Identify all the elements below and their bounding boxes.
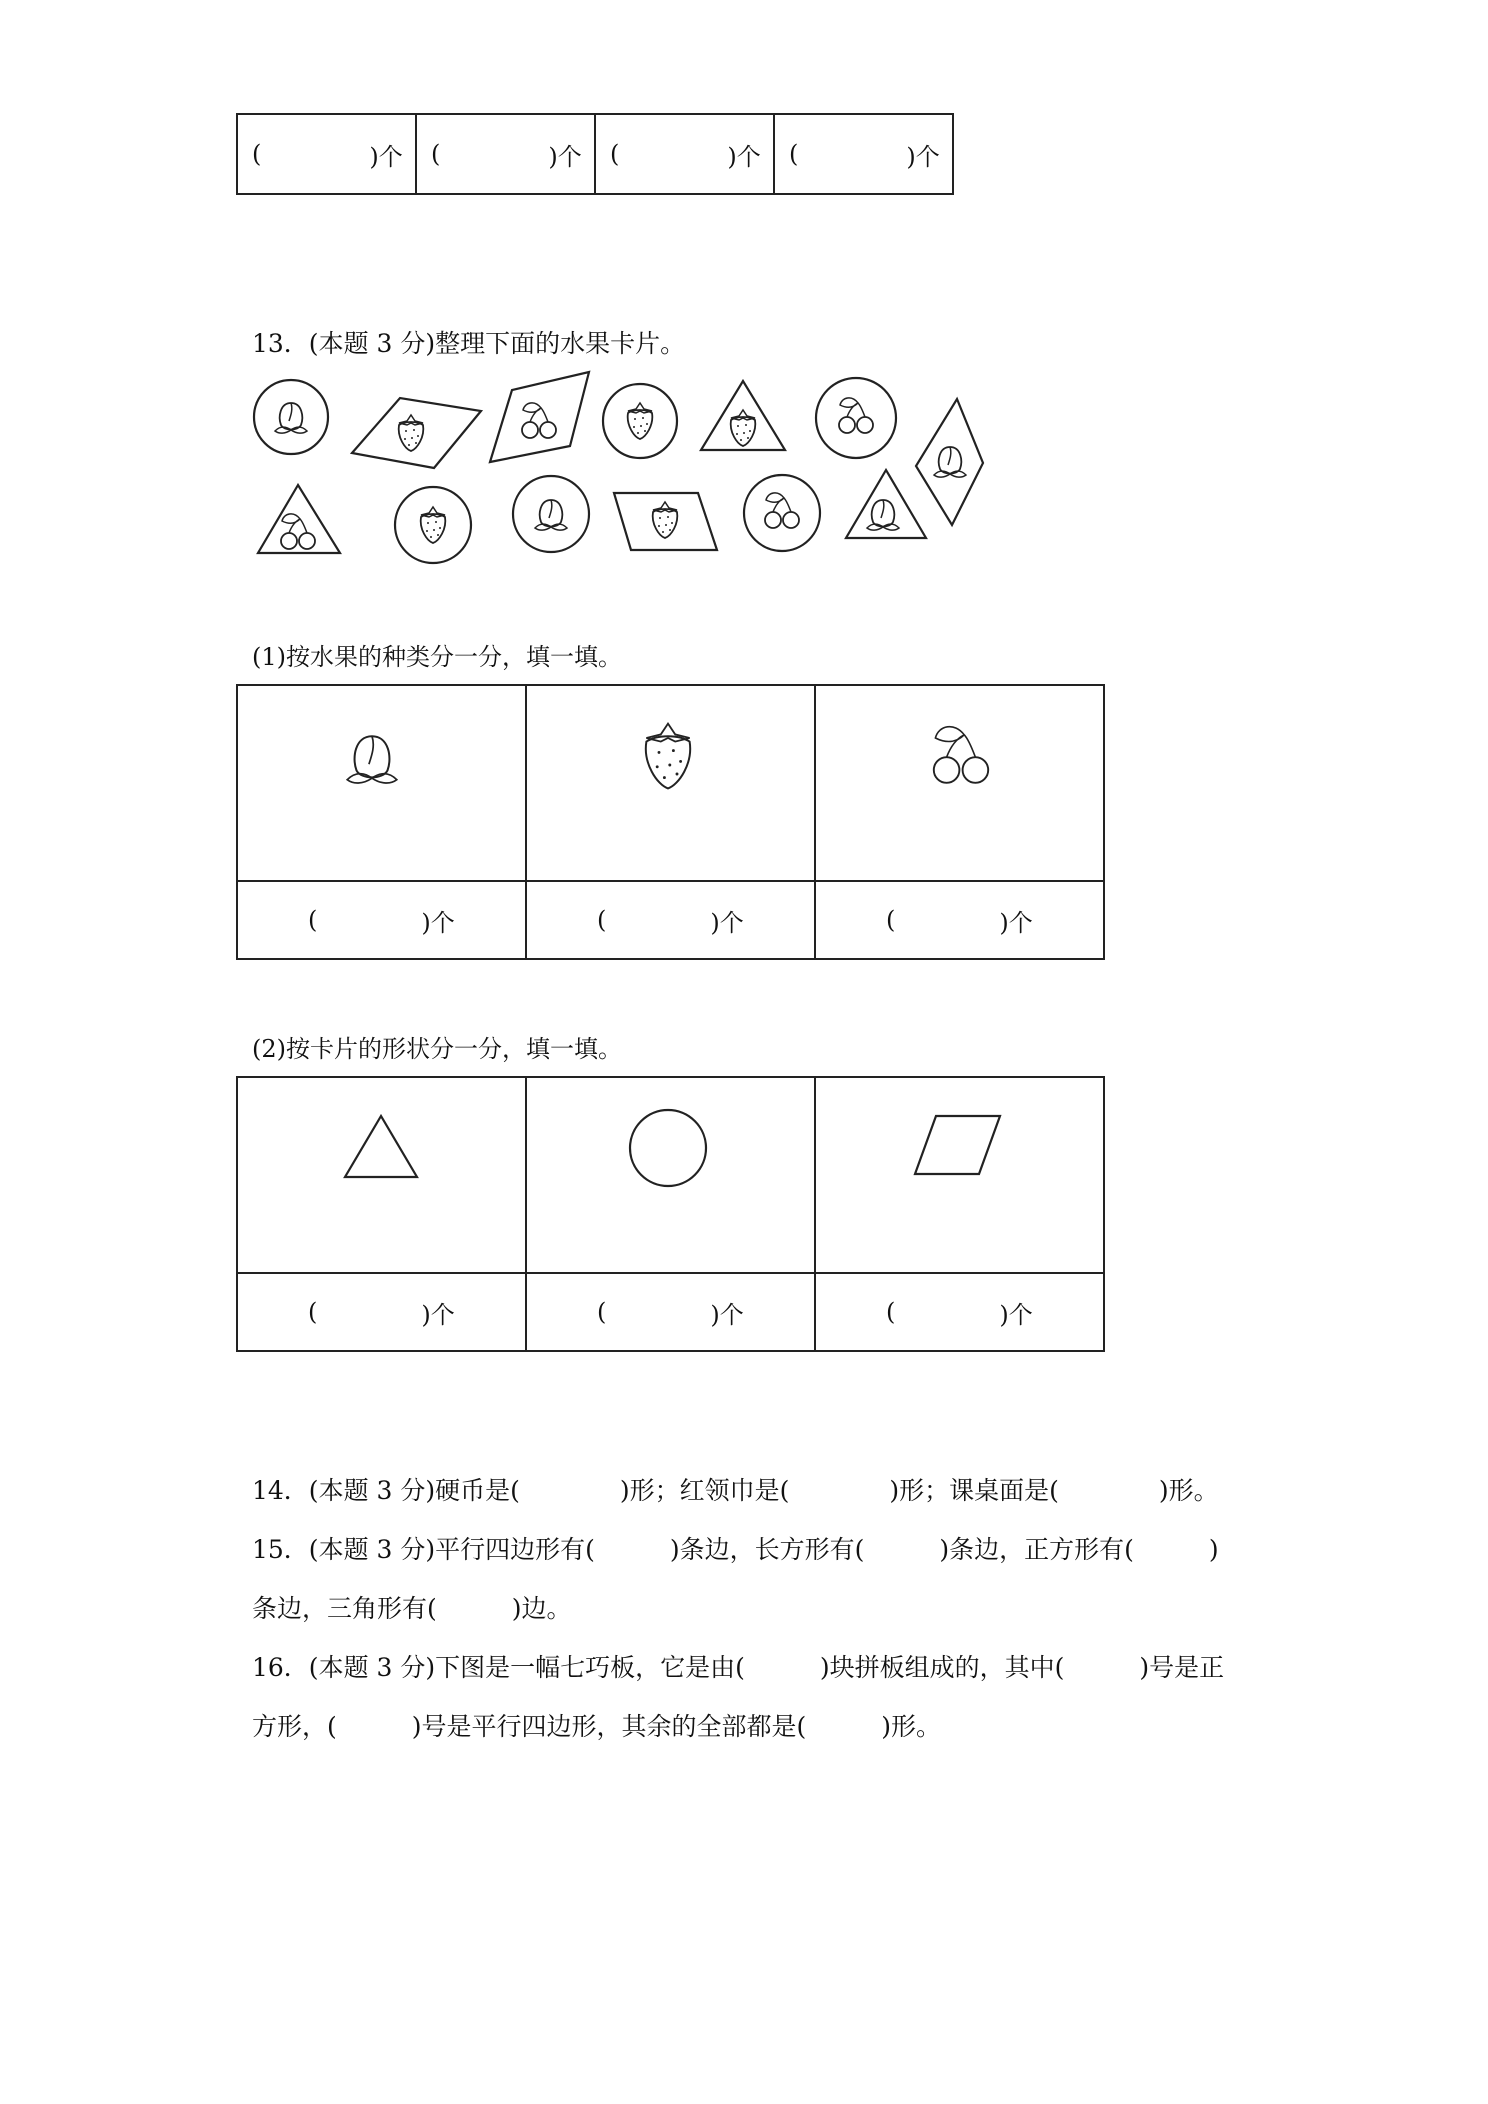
unit-label: )个 (999, 908, 1033, 937)
unit-label: )个 (548, 142, 582, 171)
q13-part1-label: (1)按水果的种类分一分，填一填。 (252, 643, 622, 671)
cherry-count-cell (815, 881, 1104, 959)
open-paren: ( (789, 140, 799, 168)
parallelogram-count-cell (815, 1273, 1104, 1351)
parallelogram-cell (815, 1077, 1104, 1273)
q13-part2-label: (2)按卡片的形状分一分，填一填。 (252, 1035, 622, 1063)
unit-label: )个 (999, 1300, 1033, 1329)
unit-label: )个 (710, 1300, 744, 1329)
unit-label: )个 (906, 142, 940, 171)
shape-sort-table (236, 1076, 1105, 1352)
unit-label: )个 (710, 908, 744, 937)
triangle-icon (238, 1078, 525, 1274)
q15-line2: 条边，三角形有( )边。 (252, 1594, 572, 1623)
q16-line1: 16．(本题 3 分)下图是一幅七巧板，它是由( )块拼板组成的，其中( )号是正 (252, 1653, 1225, 1682)
strawberry-count-cell (526, 881, 815, 959)
open-paren: ( (610, 140, 620, 168)
triangle-cell (237, 1077, 526, 1273)
parallelogram-icon (816, 1078, 1103, 1274)
open-paren: ( (886, 906, 896, 934)
circle-count-cell (526, 1273, 815, 1351)
fruit-sort-table (236, 684, 1105, 960)
open-paren: ( (431, 140, 441, 168)
triangle-count-cell (237, 1273, 526, 1351)
q15-line1: 15．(本题 3 分)平行四边形有( )条边，长方形有( )条边，正方形有( ) (252, 1535, 1219, 1564)
open-paren: ( (597, 906, 607, 934)
unit-label: )个 (421, 908, 455, 937)
q14-text: 14．(本题 3 分)硬币是( )形；红领巾是( )形；课桌面是( )形。 (252, 1476, 1219, 1505)
cherry-icon (816, 686, 1103, 882)
strawberry-cell (526, 685, 815, 881)
open-paren: ( (886, 1298, 896, 1326)
open-paren: ( (308, 906, 318, 934)
unit-label: )个 (369, 142, 403, 171)
open-paren: ( (308, 1298, 318, 1326)
strawberry-icon (527, 686, 814, 882)
unit-label: )个 (727, 142, 761, 171)
q16-line2: 方形，( )号是平行四边形，其余的全部都是( )形。 (252, 1712, 942, 1741)
cherry-cell (815, 685, 1104, 881)
q13-stem: 13．(本题 3 分)整理下面的水果卡片。 (252, 329, 686, 358)
open-paren: ( (597, 1298, 607, 1326)
open-paren: ( (252, 140, 262, 168)
peach-icon (238, 686, 525, 882)
circle-icon (527, 1078, 814, 1274)
circle-cell (526, 1077, 815, 1273)
unit-label: )个 (421, 1300, 455, 1329)
peach-count-cell (237, 881, 526, 959)
peach-cell (237, 685, 526, 881)
